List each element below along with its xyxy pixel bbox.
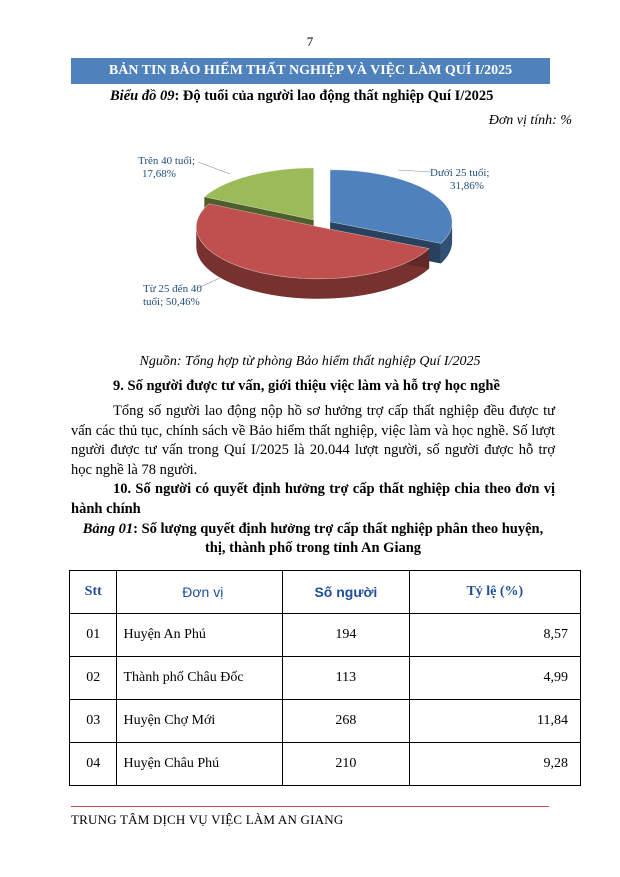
pie-leader-line: [398, 170, 432, 172]
pie-label-line1: Từ 25 đến 40: [143, 283, 202, 295]
pie-label-line1: Dưới 25 tuổi;: [430, 167, 490, 179]
cell-stt: 03: [70, 700, 117, 743]
cell-rate: 9,28: [409, 743, 580, 786]
table-caption-label: Bảng 01: [82, 521, 134, 537]
district-table: [69, 570, 581, 786]
cell-unit: Huyện Chợ Mới: [117, 700, 283, 743]
pie-label-0: [430, 167, 489, 192]
pie-label-line1: Trên 40 tuổi;: [138, 155, 196, 167]
cell-stt: 02: [70, 657, 117, 700]
header-count: Số người: [283, 571, 410, 614]
chart-source: Nguồn: Tổng hợp từ phòng Bảo hiểm thất nghiệp Quí I/2025: [139, 354, 481, 369]
chart-caption: [110, 88, 493, 105]
bulletin-banner: BẢN TIN BẢO HIỂM THẤT NGHIỆP VÀ VIỆC LÀM QUÍ I/2025: [71, 58, 550, 84]
table-header-row: [70, 571, 581, 614]
cell-unit: Huyện An Phú: [117, 614, 283, 657]
header-rate: Tỷ lệ (%): [409, 571, 580, 614]
cell-count: 268: [283, 700, 410, 743]
pie-label-1: [143, 283, 202, 308]
table-row: [70, 700, 581, 743]
chart-caption-text: : Độ tuổi của người lao động thất nghiệp Quí I/2025: [174, 88, 494, 104]
table-row: [70, 614, 581, 657]
table-row: [70, 743, 581, 786]
section9-heading: 9. Số người được tư vấn, giới thiệu việc làm và hỗ trợ học nghề: [113, 378, 500, 394]
section10-heading: 10. Số người có quyết định hưởng trợ cấp thất nghiệp chia theo đơn vị hành chính: [71, 481, 555, 517]
pie-label-2: [138, 155, 195, 180]
cell-count: 194: [283, 614, 410, 657]
age-pie-chart: [80, 150, 500, 320]
pie-label-line2: tuổi; 50,46%: [143, 296, 200, 308]
header-stt: Stt: [70, 571, 117, 614]
pie-label-line2: 17,68%: [142, 168, 176, 180]
pie-leader-line: [198, 162, 230, 174]
table-row: [70, 657, 581, 700]
cell-rate: 8,57: [409, 614, 580, 657]
header-unit: Đơn vị: [117, 571, 283, 614]
table-caption: [71, 520, 555, 558]
unit-note: Đơn vị tính: %: [488, 113, 572, 128]
chart-caption-label: Biểu đồ 09: [110, 88, 175, 104]
page-number: 7: [306, 34, 314, 49]
cell-rate: 11,84: [409, 700, 580, 743]
pie-label-line2: 31,86%: [450, 180, 484, 192]
section9-paragraph: Tổng số người lao động nộp hồ sơ hưởng trợ cấp thất nghiệp đều được tư vấn các thủ tục, chính sách về Bảo hiểm thất nghiệp, việc làm và học nghề. Số lượt người được tư vấn trong Quí I/2025 là 20.044 lượt người, số người được hỗ trợ học nghề là 78 người.: [71, 403, 555, 478]
cell-count: 113: [283, 657, 410, 700]
footer-divider: [71, 806, 549, 807]
cell-count: 210: [283, 743, 410, 786]
cell-stt: 01: [70, 614, 117, 657]
cell-stt: 04: [70, 743, 117, 786]
cell-rate: 4,99: [409, 657, 580, 700]
cell-unit: Thành phố Châu Đốc: [117, 657, 283, 700]
cell-unit: Huyện Châu Phú: [117, 743, 283, 786]
table-caption-text: : Số lượng quyết định hưởng trợ cấp thất nghiệp phân theo huyện, thị, thành phố trong tỉnh An Giang: [133, 521, 544, 556]
footer-text: TRUNG TÂM DỊCH VỤ VIỆC LÀM AN GIANG: [71, 812, 344, 827]
